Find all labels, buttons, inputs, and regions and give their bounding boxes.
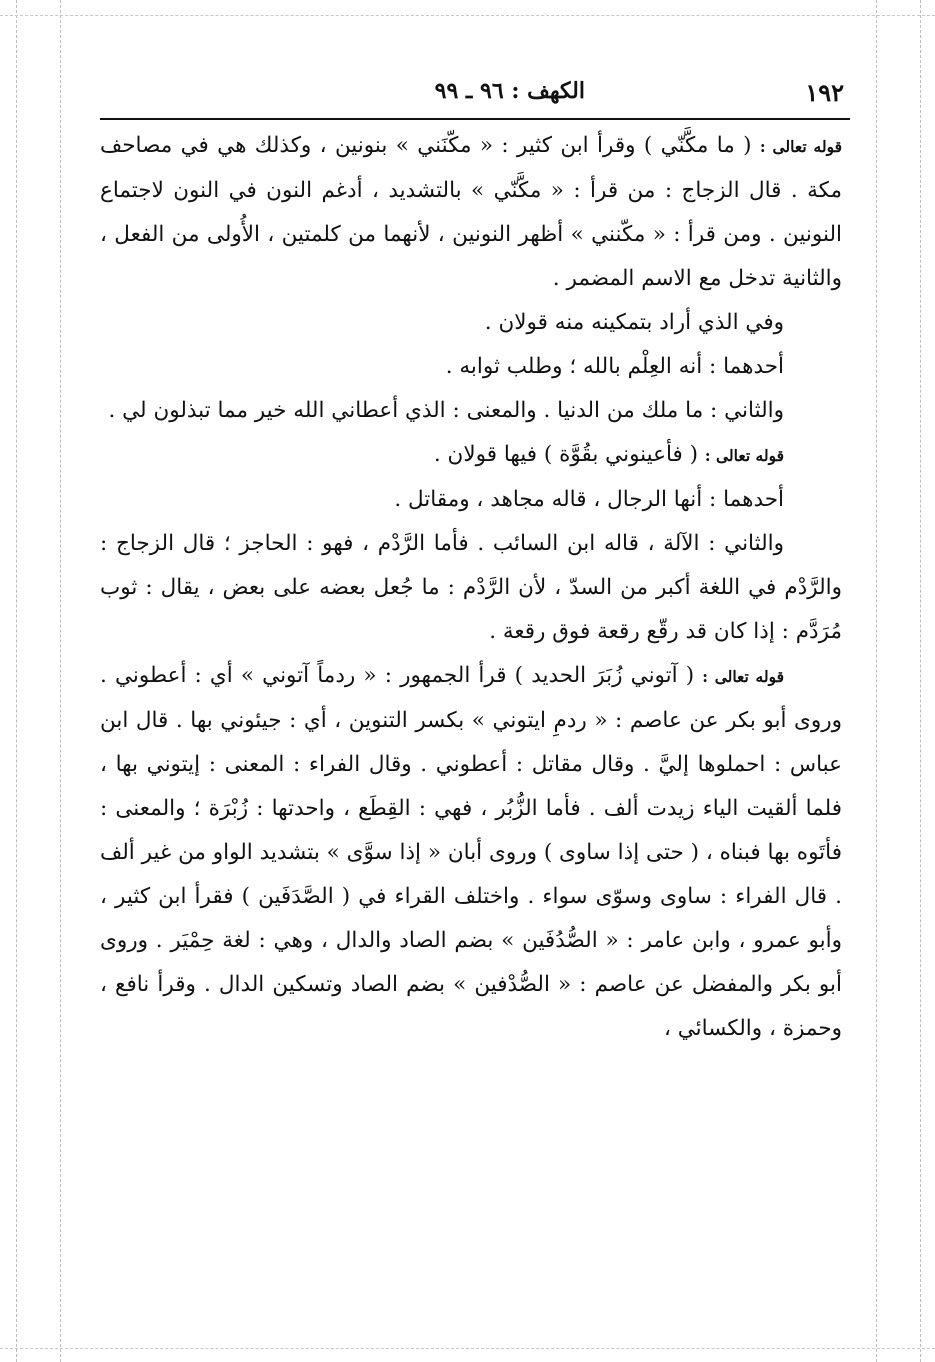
paragraph-text: أحدهما : أنه العِلْم بالله ؛ وطلب ثوابه . [445, 354, 784, 379]
paragraph [100, 478, 842, 522]
paragraph [100, 654, 842, 1051]
running-title: الكهف : ٩٦ ـ ٩٩ [434, 78, 585, 104]
paragraph-lead: قوله تعالى : [759, 137, 842, 156]
guide-line [60, 0, 61, 1362]
paragraph-text: والثاني : ما ملك من الدنيا . والمعنى : الذي أعطاني الله خير مما تبذلون لي . [108, 398, 784, 423]
guide-line [876, 0, 877, 1362]
paragraph-text: وفي الذي أراد بتمكينه منه قولان . [484, 310, 784, 335]
paragraph [100, 433, 842, 478]
page-number: ١٩٢ [805, 78, 844, 107]
guide-line [920, 0, 921, 1362]
page-header [100, 70, 850, 116]
paragraph-lead: قوله تعالى : [704, 446, 784, 465]
guide-line [0, 15, 935, 16]
paragraph [100, 522, 842, 654]
paragraph-text: ( ما مكَّنّي ) وقرأ ابن كثير : « مكّنَني » بنونين ، وكذلك هي في مصاحف مكة . قال الزجاج : من قرأ : « مكَّنّي » بالتشديد ، أدغم النون في النون لاجتماع النونين . ومن قرأ : « مكّنني » أظهر النونين ، لأنهما من كلمتين ، الأُولى من الفعل ، والثانية تدخل مع الاسم المضمر . [100, 133, 842, 291]
paragraph-lead: قوله تعالى : [702, 667, 784, 686]
paragraph-text: أحدهما : أنها الرجال ، قاله مجاهد ، ومقاتل . [394, 487, 784, 512]
paragraph [100, 124, 842, 301]
guide-line [0, 1348, 935, 1349]
paragraph-text: ( آتوني زُبَرَ الحديد ) قرأ الجمهور : « ردماً آتوني » أي : أعطوني . وروى أبو بكر عن عاصم : « ردمِ ايتوني » بكسر التنوين ، أي : جيئوني بها . قال ابن عباس : احملوها إليَّ . وقال مقاتل : أعطوني . وقال الفراء : المعنى : إيتوني بها ، فلما ألقيت الياء زيدت ألف . فأما الزُّبُر ، فهي : القِطَع ، واحدتها : زُبْرَة ؛ والمعنى : فأتَوه بها فبناه ، ( حتى إذا ساوى ) وروى أبان « إذا سوَّى » بتشديد الواو من غير ألف . قال الفراء : ساوى وسوّى سواء . واختلف القراء في ( الصَّدَفَين ) فقرأ ابن كثير ، وأبو عمرو ، وابن عامر : « الصُّدُفَين » بضم الصاد والدال ، وهي : لغة حِمْيَر . وروى أبو بكر والمفضل عن عاصم : « الصُّدْفين » بضم الصاد وتسكين الدال . وقرأ نافع ، وحمزة ، والكسائي ، [100, 663, 842, 1041]
paragraph [100, 345, 842, 389]
paragraph [100, 301, 842, 345]
paragraph [100, 389, 842, 433]
guide-line [16, 0, 17, 1362]
header-rule [100, 118, 850, 120]
paragraph-text: والثاني : الآلة ، قاله ابن السائب . فأما الرَّدْم ، فهو : الحاجز ؛ قال الزجاج : والرَّدْم في اللغة أكبر من السدّ ، لأن الرَّدْم : ما جُعل بعضه على بعض ، يقال : ثوب مُرَدَّم : إذا كان قد رقّع رقعة فوق رقعة . [100, 531, 842, 644]
body-text [100, 124, 842, 1051]
paragraph-text: ( فأعينوني بقُوَّة ) فيها قولان . [433, 442, 705, 467]
